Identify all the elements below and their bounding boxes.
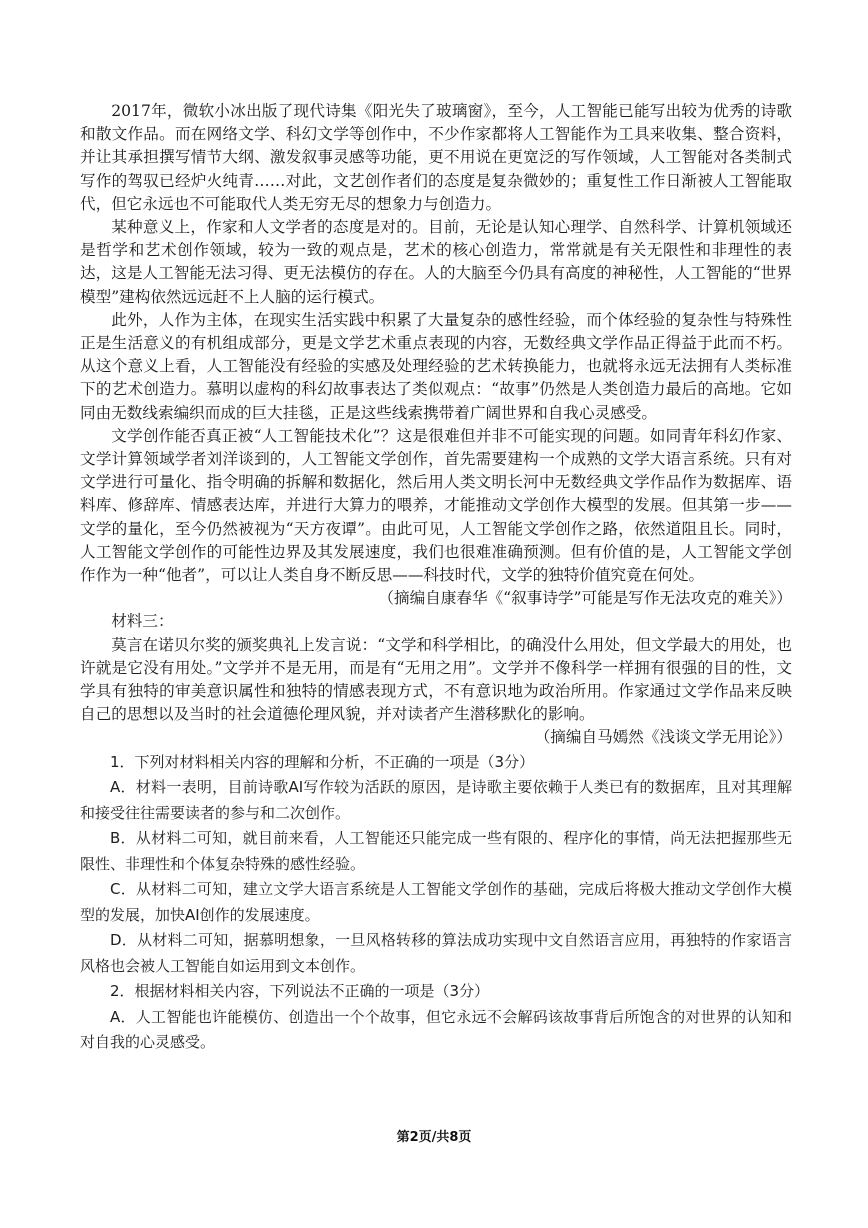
page-number: 第2页/共8页: [396, 1130, 472, 1145]
paragraph: 此外，人作为主体，在现实生活实践中积累了大量复杂的感性经验，而个体经验的复杂性与特殊性正是生活意义的有机组成部分，更是文学艺术重点表现的内容，无数经典文学作品正得益于此而不朽。从这个意义上看，人工智能没有经验的实感及处理经验的艺术转换能力，也就将永远无法拥有人类标准下的艺术创造力。慕明以虚构的科幻故事表达了类似观点：“故事”仍然是人类创造力最后的高地。它如同由无数线索编织而成的巨大挂毯，正是这些线索携带着广阔世界和自我心灵感受。: [80, 310, 792, 422]
source-citation: （摘编自马嫣然《浅谈文学无用论》）: [534, 728, 792, 747]
material-heading: 材料三：: [111, 612, 174, 631]
question-option: A．人工智能也许能模仿、创造出一个个故事，但它永远不会解码该故事背后所饱含的对世界的认知和对自我的心灵感受。: [80, 1007, 792, 1052]
document-body: [80, 100, 792, 1056]
question-stem: 2．根据材料相关内容，下列说法不正确的一项是（3分）: [110, 982, 490, 1001]
source-citation: （摘编自康春华《“叙事诗学”可能是写作无法攻克的难关》）: [378, 589, 792, 608]
question-stem: 1．下列对材料相关内容的理解和分析，不正确的一项是（3分）: [110, 752, 535, 771]
question-option: C．从材料二可知，建立文学大语言系统是人工智能文学创作的基础，完成后将极大推动文学创作大模型的发展，加快AI创作的发展速度。: [80, 880, 792, 924]
question-option: D．从材料二可知，据慕明想象，一旦风格转移的算法成功实现中文自然语言应用，再独特的作家语言风格也会被人工智能自如运用到文本创作。: [80, 931, 792, 975]
question-option: A．材料一表明，目前诗歌AI写作较为活跃的原因，是诗歌主要依赖于人类已有的数据库，且对其理解和接受往往需要读者的参与和二次创作。: [80, 778, 792, 822]
paragraph: 莫言在诺贝尔奖的颁奖典礼上发言说：“文学和科学相比，的确没什么用处，但文学最大的用处，也许就是它没有用处。”文学并不是无用，而是有“无用之用”。文学并不像科学一样拥有很强的目的性，文学具有独特的审美意识属性和独特的情感表现方式，不有意识地为政治所用。作家通过文学作品来反映自己的思想以及当时的社会道德伦理风貌，并对读者产生潜移默化的影响。: [80, 635, 792, 724]
paragraph: 2017年，微软小冰出版了现代诗集《阳光失了玻璃窗》，至今，人工智能已能写出较为优秀的诗歌和散文作品。而在网络文学、科幻文学等创作中，不少作家都将人工智能作为工具来收集、整合资料，并让其承担撰写情节大纲、激发叙事灵感等功能，更不用说在更宽泛的写作领域，人工智能对各类制式写作的驾驭已经炉火纯青……对此，文艺创作者们的态度是复杂微妙的；重复性工作日渐被人工智能取代，但它永远也不可能取代人类无穷无尽的想象力与创造力。: [80, 102, 792, 213]
paragraph: 文学创作能否真正被“人工智能技术化”？这是很难但并非不可能实现的问题。如同青年科幻作家、文学计算领域学者刘洋谈到的，人工智能文学创作，首先需要建构一个成熟的文学大语言系统。只有对文学进行可量化、指令明确的拆解和数据化，然后用人类文明长河中无数经典文学作品作为数据库、语料库、修辞库、情感表达库，并进行大算力的喂养，才能推动文学创作大模型的发展。但其第一步——文学的量化，至今仍然被视为“天方夜谭”。由此可见，人工智能文学创作之路，依然道阻且长。同时，人工智能文学创作的可能性边界及其发展速度，我们也很难准确预测。但有价值的是，人工智能文学创作作为一种“他者”，可以让人类自身不断反思——科技时代，文学的独特价值究竟在何处。: [80, 426, 792, 585]
paragraph: 某种意义上，作家和人文学者的态度是对的。目前，无论是认知心理学、自然科学、计算机领域还是哲学和艺术创作领域，较为一致的观点是，艺术的核心创造力，常常就是有关无限性和非理性的表达，这是人工智能无法习得、更无法模仿的存在。人的大脑至今仍具有高度的神秘性，人工智能的“世界模型”建构依然远远赶不上人脑的运行模式。: [80, 218, 792, 306]
question-option: B．从材料二可知，就目前来看，人工智能还只能完成一些有限的、程序化的事情，尚无法把握那些无限性、非理性和个体复杂特殊的感性经验。: [80, 829, 792, 873]
